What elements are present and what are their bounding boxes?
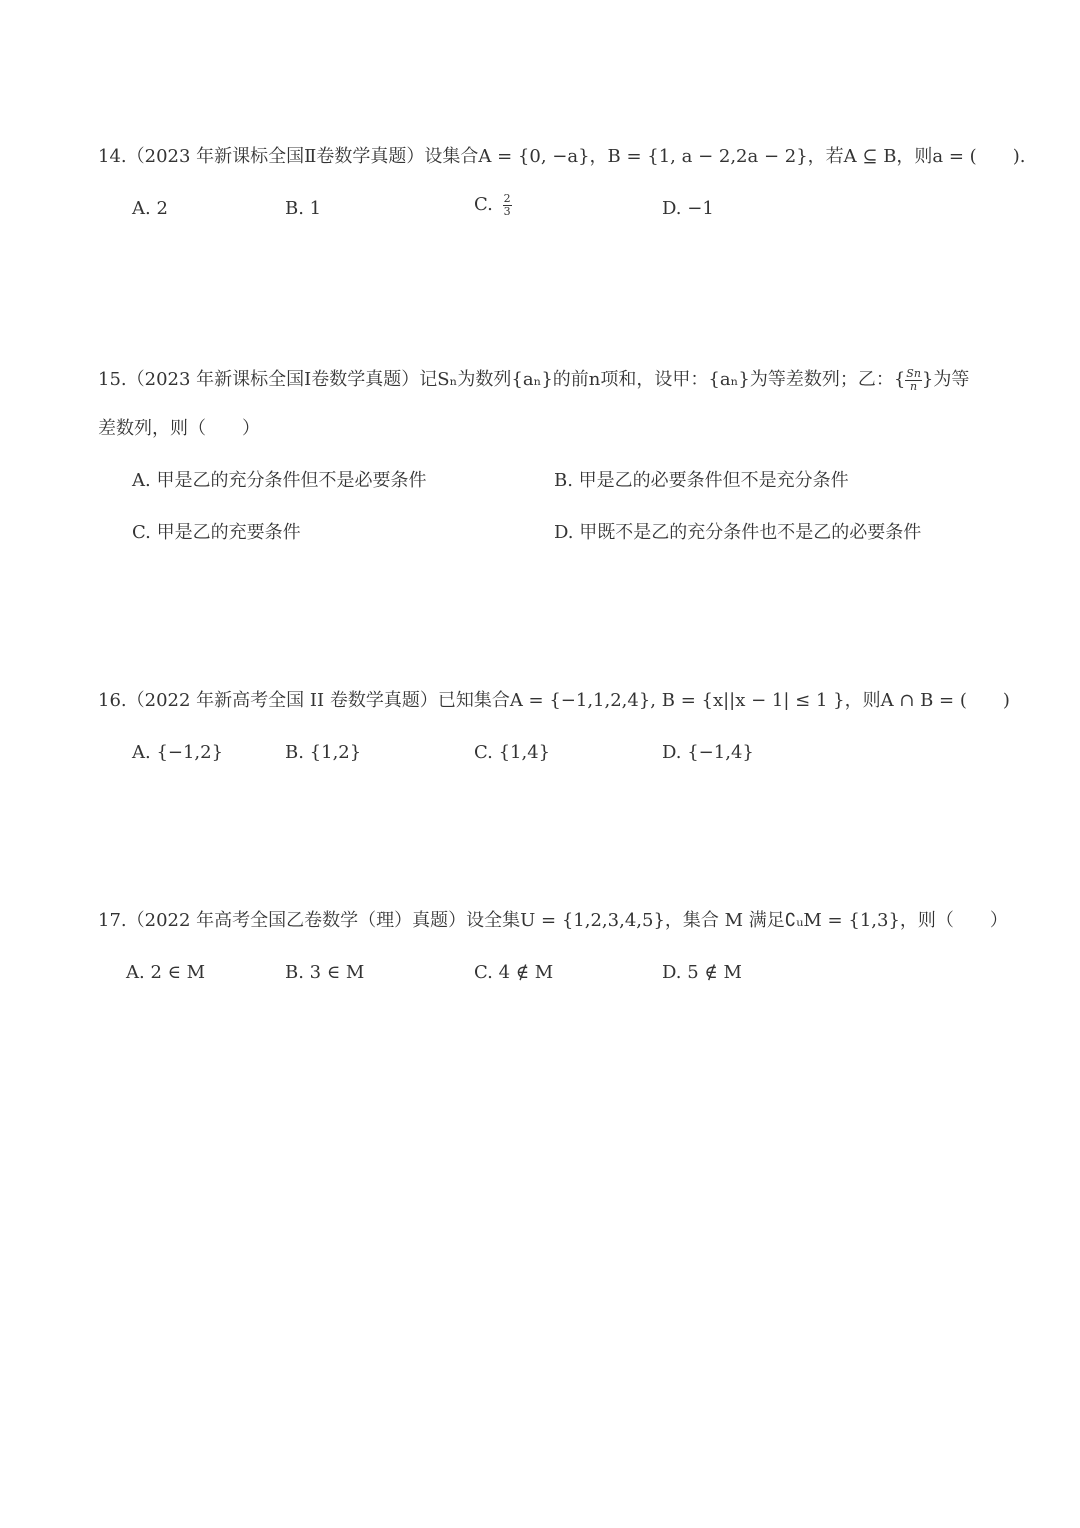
fraction-numerator: 2 [503, 192, 511, 205]
question-14-stem: 14.（2023 年新课标全国Ⅱ卷数学真题）设集合A = {0, −a}，B = {1, a − 2,2a − 2}，若A ⊆ B，则a = ( ). [98, 146, 1026, 167]
q15-option-a: A. 甲是乙的充分条件但不是必要条件 [132, 470, 427, 491]
q15-option-d: D. 甲既不是乙的充分条件也不是乙的必要条件 [554, 522, 922, 543]
q14-option-b: B. 1 [285, 198, 322, 219]
q15-option-b: B. 甲是乙的必要条件但不是充分条件 [554, 470, 849, 491]
q14-option-a: A. 2 [132, 198, 168, 219]
q17-option-a: A. 2 ∈ M [126, 962, 206, 983]
fraction-denominator: n [910, 379, 918, 393]
q16-option-d: D. {−1,4} [662, 742, 754, 763]
q14-option-c [474, 193, 512, 217]
q17-option-d: D. 5 ∉ M [662, 962, 742, 983]
q17-option-c: C. 4 ∉ M [474, 962, 554, 983]
q15-stem-part-1: 15.（2023 年新课标全国Ⅰ卷数学真题）记Sₙ为数列{aₙ}的前n项和，设甲：{aₙ}为等差数列；乙：{ [98, 369, 906, 391]
q14-option-c-fraction [503, 193, 512, 217]
question-16-stem: 16.（2022 年新高考全国 II 卷数学真题）已知集合A = {−1,1,2,4}, B = {x||x − 1| ≤ 1 }，则A ∩ B = ( ) [98, 690, 1010, 711]
q17-option-b: B. 3 ∈ M [285, 962, 365, 983]
fraction-numerator: Sn [906, 367, 921, 380]
q16-option-a: A. {−1,2} [132, 742, 224, 763]
q14-option-c-label: C. [474, 194, 493, 216]
question-15-stem-line-1 [98, 368, 969, 392]
q15-stem-part-2: }为等 [921, 369, 970, 391]
fraction-denominator: 3 [503, 204, 511, 218]
question-15-stem-line-2: 差数列，则（ ） [98, 418, 260, 439]
q16-option-b: B. {1,2} [285, 742, 362, 763]
question-17-stem: 17.（2022 年高考全国乙卷数学（理）真题）设全集U = {1,2,3,4,5}，集合 M 满足∁ᵤM = {1,3}，则（ ） [98, 910, 1008, 931]
q16-option-c: C. {1,4} [474, 742, 551, 763]
q15-stem-fraction [905, 368, 922, 392]
q14-option-d: D. −1 [662, 198, 714, 219]
q15-option-c: C. 甲是乙的充要条件 [132, 522, 301, 543]
